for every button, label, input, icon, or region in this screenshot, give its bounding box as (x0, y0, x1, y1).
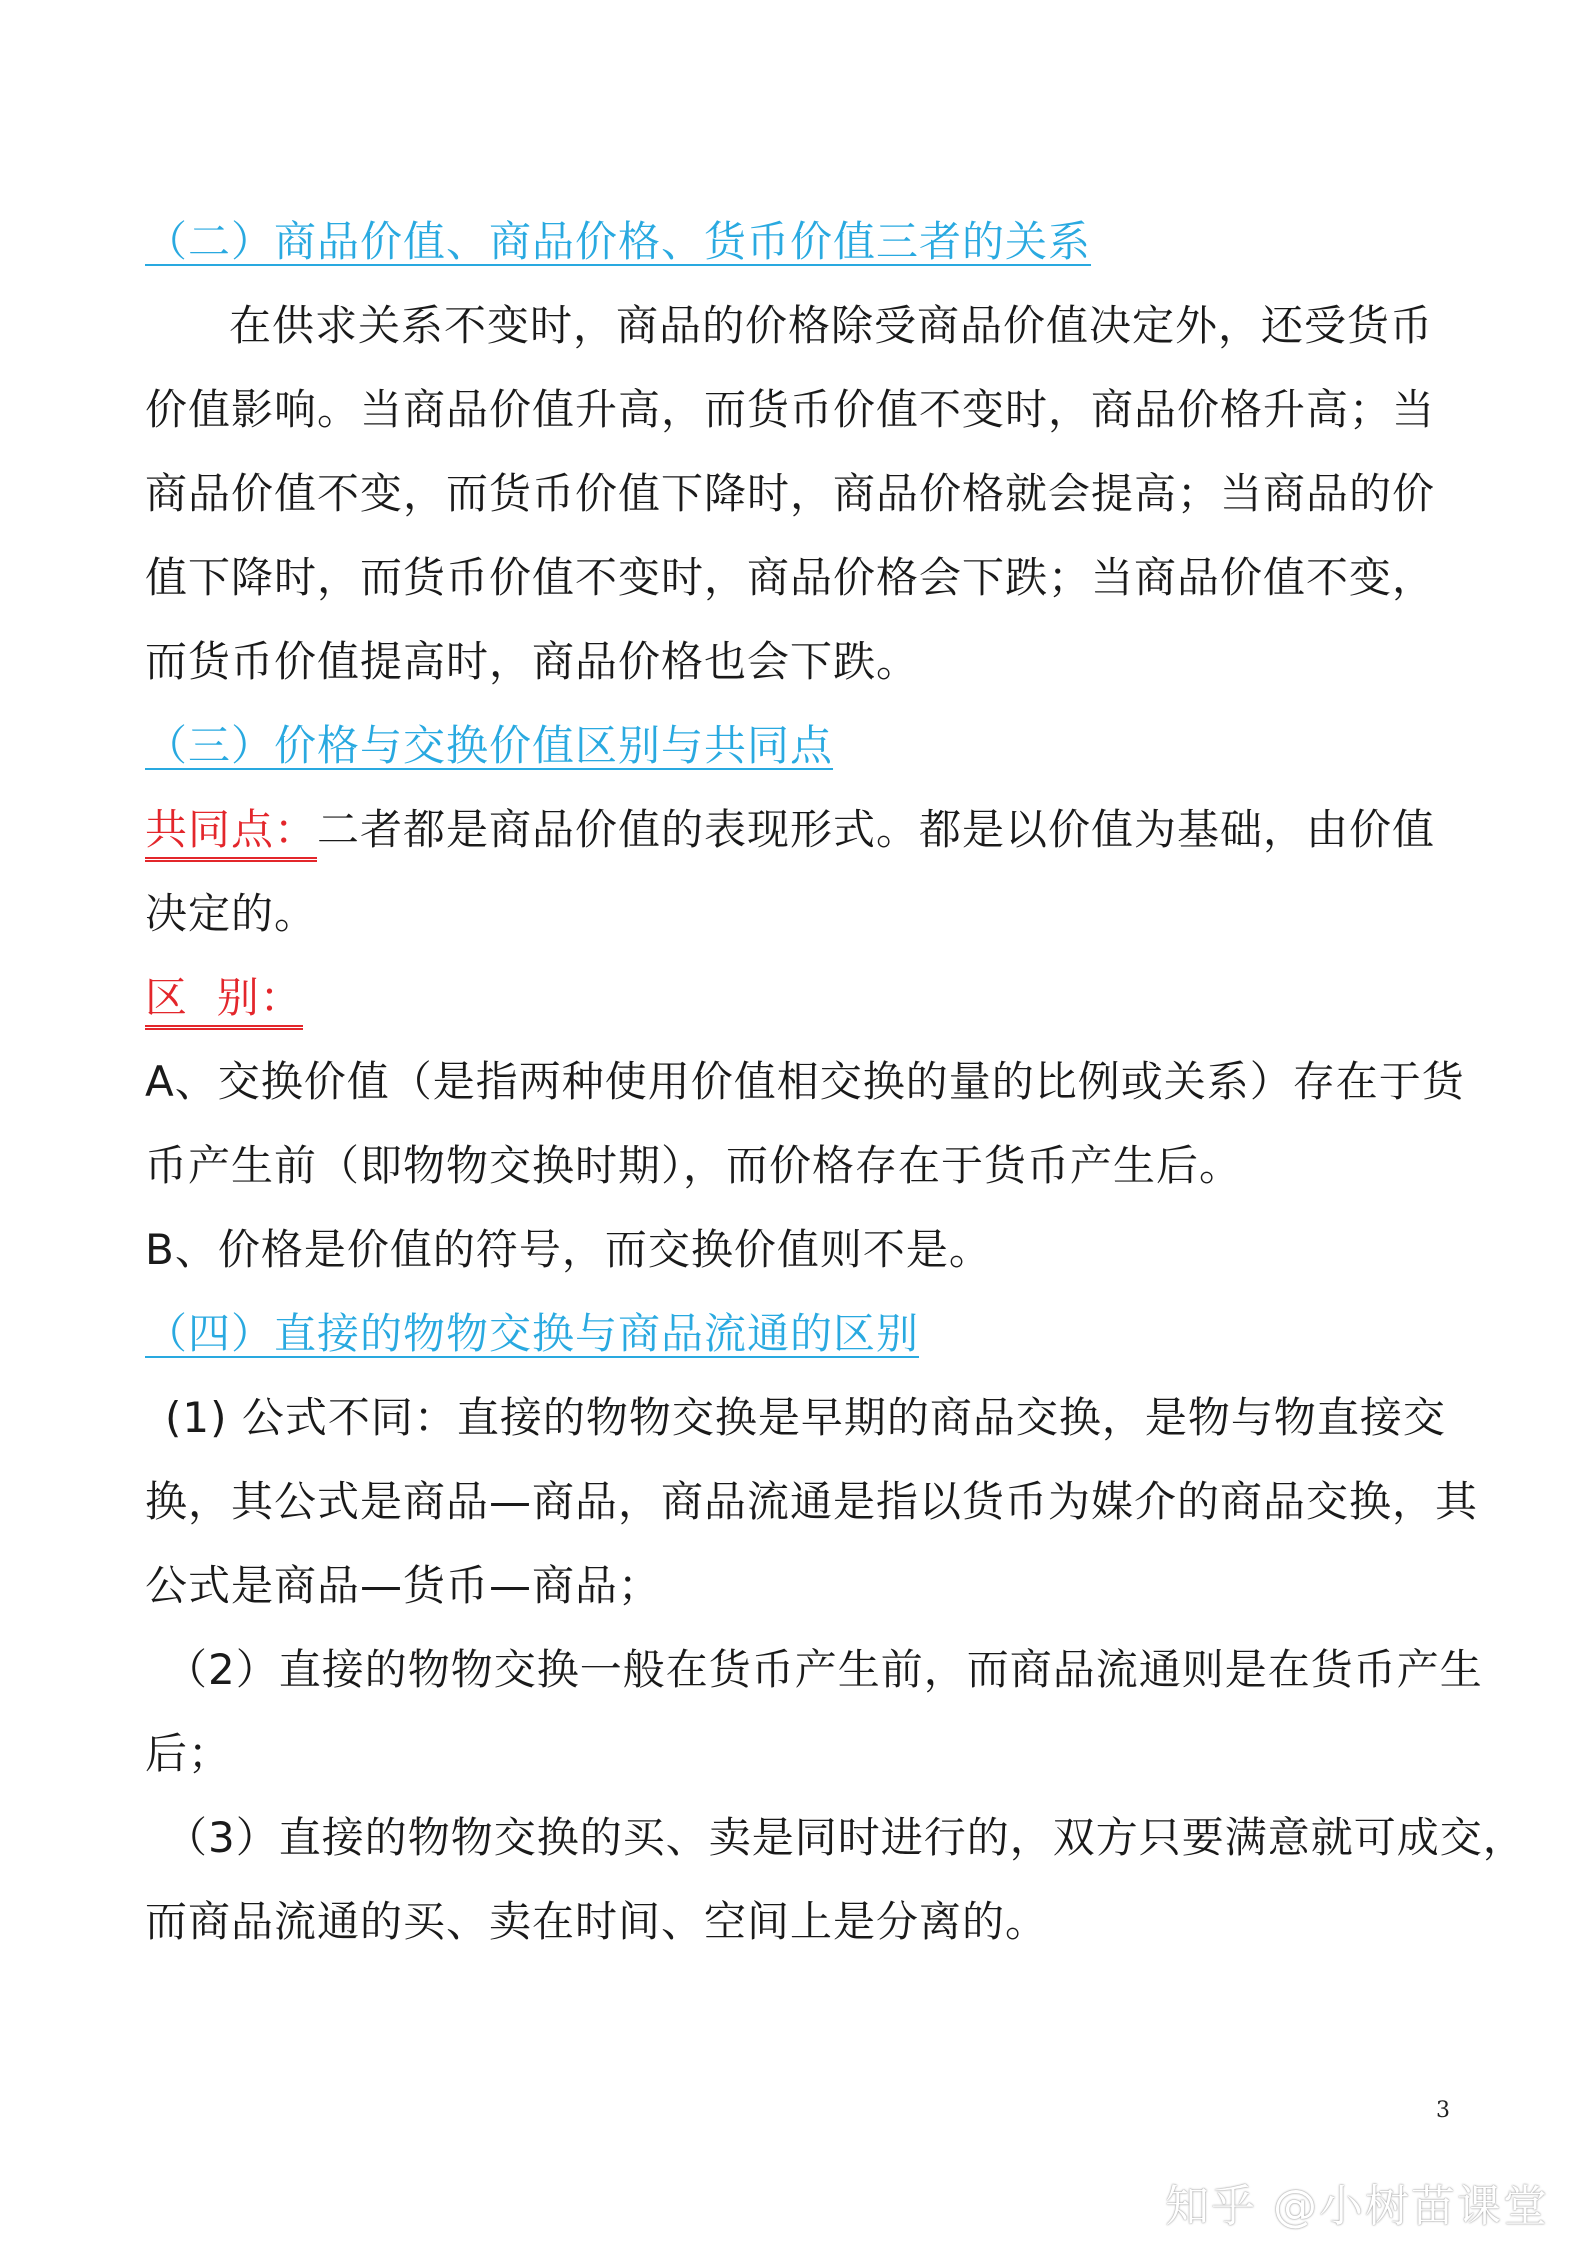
list-item-3-line: （3）直接的物物交换的买、卖是同时进行的，双方只要满意就可成交， (165, 1813, 1526, 1862)
section-heading-3: （三）价格与交换价值区别与共同点 (145, 721, 834, 770)
paragraph-line: 在供求关系不变时，商品的价格除受商品价值决定外，还受货币 (229, 301, 1434, 350)
list-item-1-line: 公式是商品—货币—商品； (145, 1561, 662, 1610)
list-item-1-line: 换，其公式是商品—商品，商品流通是指以货币为媒介的商品交换，其 (145, 1477, 1479, 1526)
list-item-2-line: 后； (145, 1729, 232, 1778)
paragraph-line: 而货币价值提高时，商品价格也会下跌。 (145, 637, 920, 686)
paragraph-line: 商品价值不变，而货币价值下降时，商品价格就会提高；当商品的价 (145, 469, 1436, 518)
common-points-line (145, 788, 1455, 872)
difference-b-line: B、价格是价值的符号，而交换价值则不是。 (145, 1225, 992, 1274)
document-body (145, 200, 1526, 1964)
difference-label: 区 别： (145, 973, 303, 1030)
list-item-1-line: (1) 公式不同：直接的物物交换是早期的商品交换，是物与物直接交 (165, 1393, 1446, 1442)
watermark: 知乎 @小树苗课堂 (1165, 2181, 1549, 2232)
section-heading-4: （四）直接的物物交换与商品流通的区别 (145, 1309, 920, 1358)
difference-a-line: 币产生前（即物物交换时期），而价格存在于货币产生后。 (145, 1141, 1243, 1190)
list-item-3-line: 而商品流通的买、卖在时间、空间上是分离的。 (145, 1897, 1049, 1946)
section-heading-2: （二）商品价值、商品价格、货币价值三者的关系 (145, 217, 1092, 266)
difference-line (145, 956, 1455, 1040)
page-number: 3 (1436, 2098, 1450, 2123)
paragraph-line: 决定的。 (145, 889, 318, 938)
common-points-label: 共同点： (145, 805, 317, 862)
paragraph-line: 价值影响。当商品价值升高，而货币价值不变时，商品价格升高；当 (145, 385, 1436, 434)
paragraph-line: 值下降时，而货币价值不变时，商品价格会下跌；当商品价值不变， (145, 553, 1436, 602)
common-points-text: 二者都是商品价值的表现形式。都是以价值为基础，由价值 (317, 805, 1436, 854)
list-item-2-line: （2）直接的物物交换一般在货币产生前，而商品流通则是在货币产生 (165, 1645, 1483, 1694)
difference-a-line: A、交换价值（是指两种使用价值相交换的量的比例或关系）存在于货 (145, 1057, 1465, 1106)
